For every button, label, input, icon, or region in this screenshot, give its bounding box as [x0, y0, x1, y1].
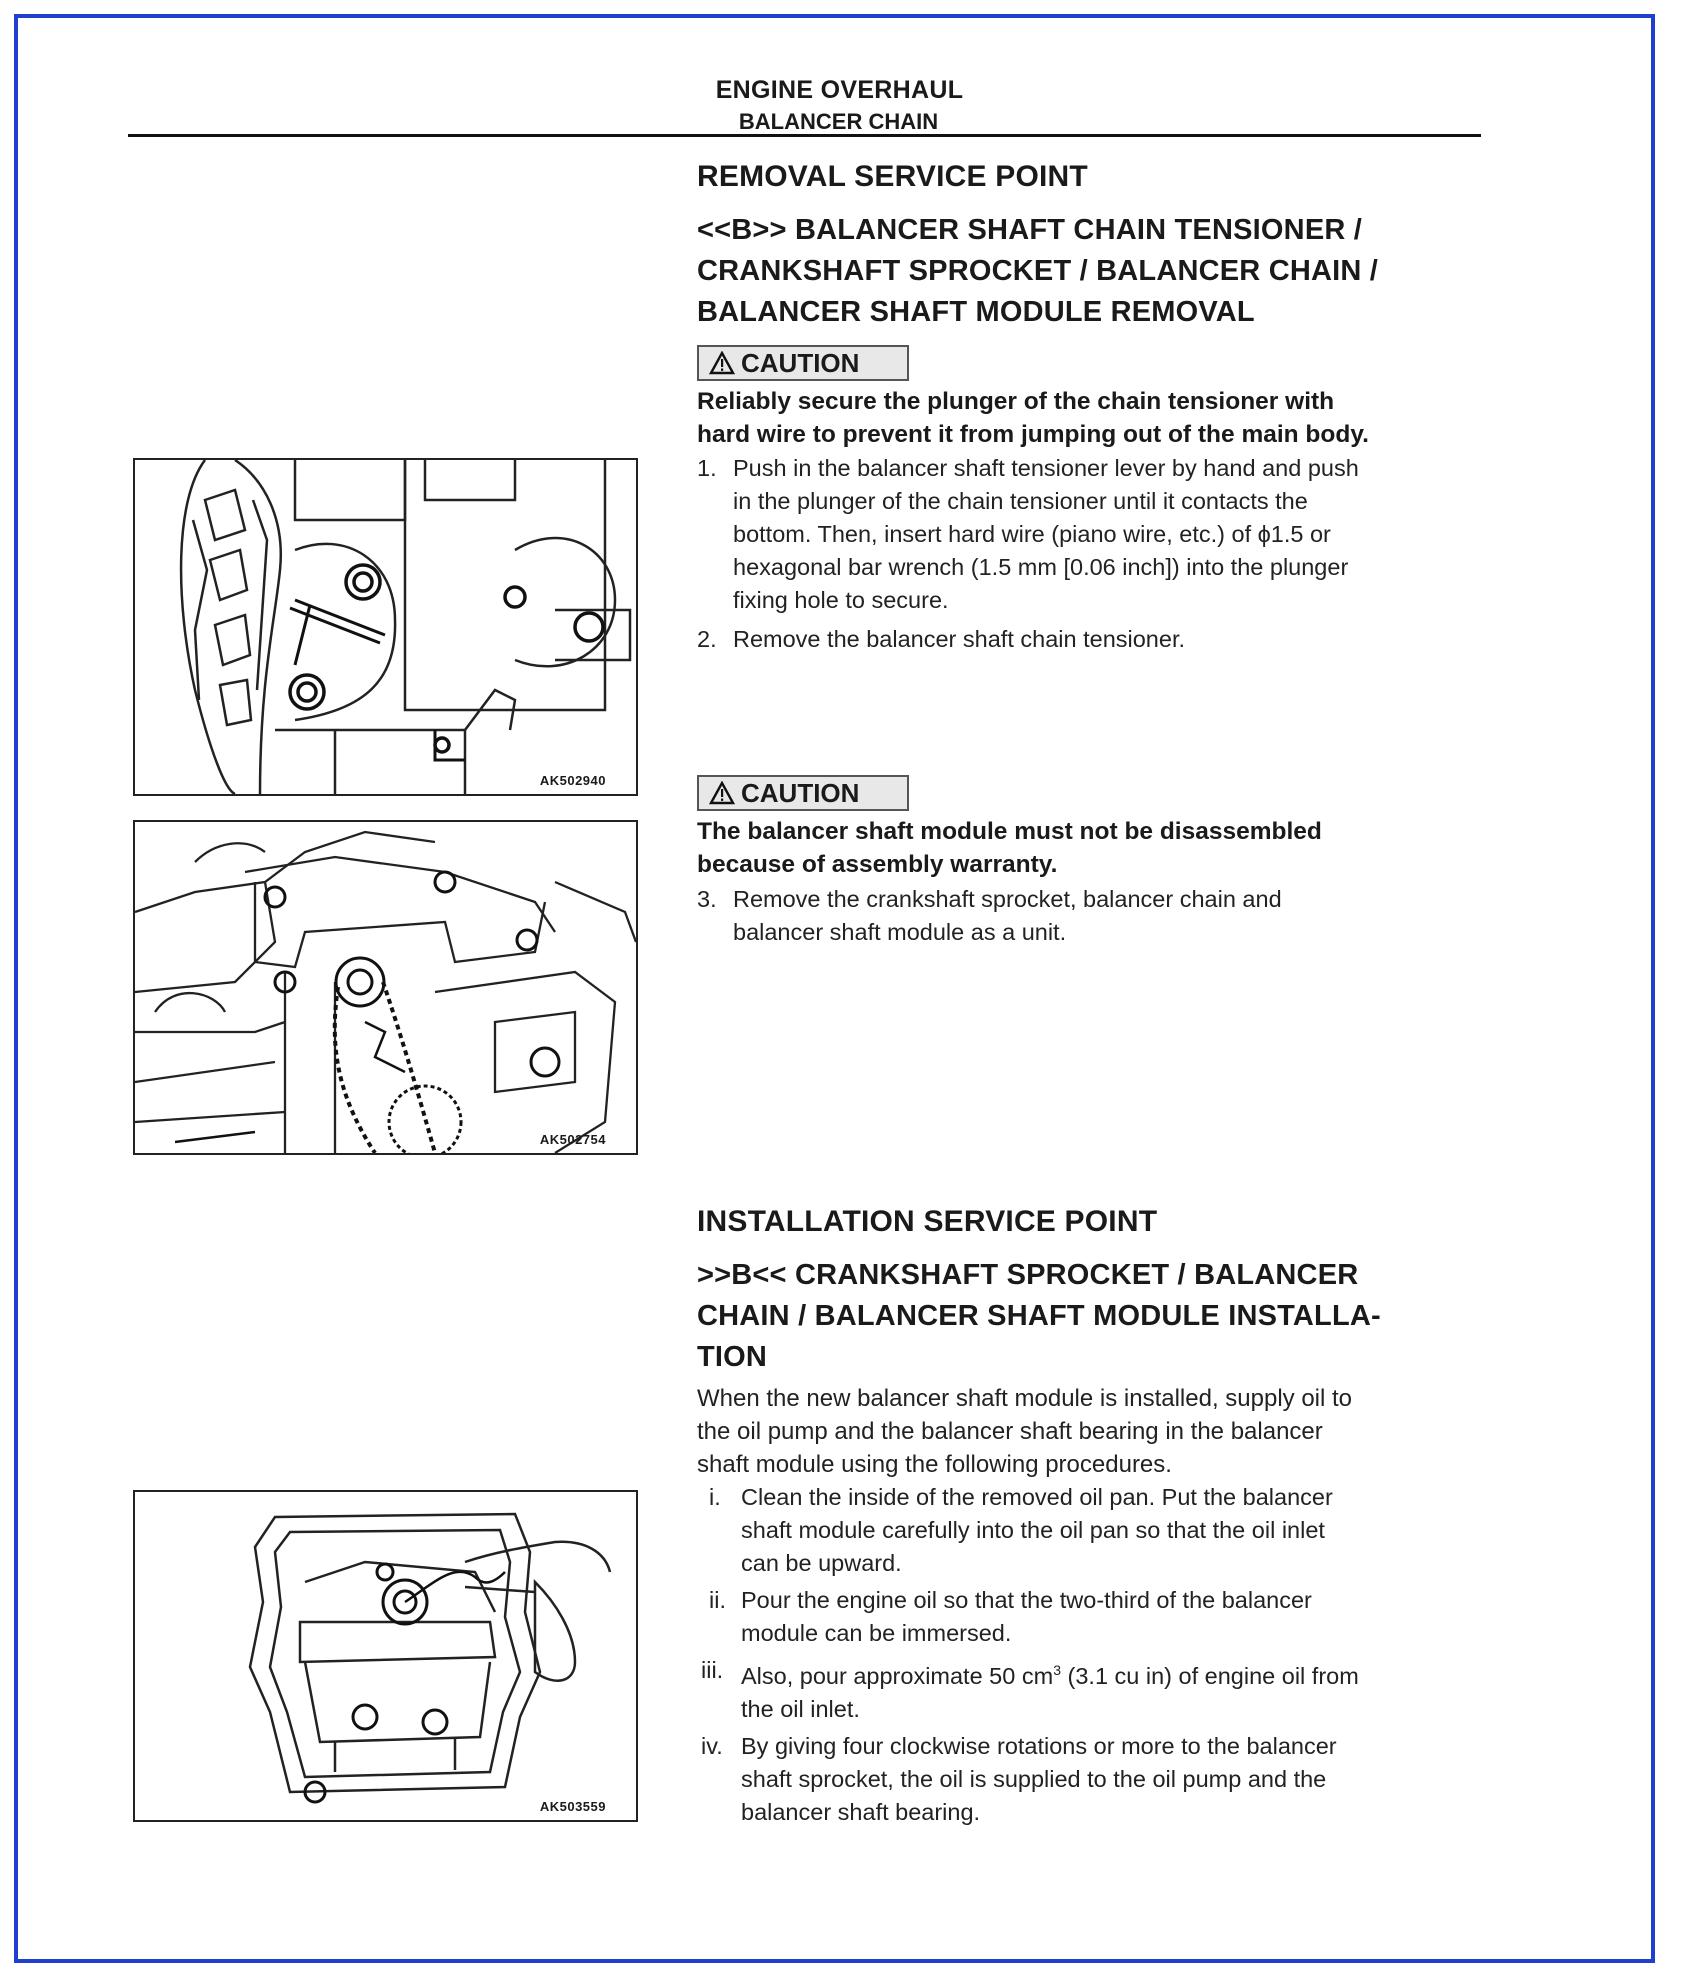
caution-line: Reliably secure the plunger of the chain tensioner with: [697, 388, 1335, 415]
balancer-module-illustration: [135, 822, 636, 1153]
installation-intro: [697, 1382, 1477, 1481]
installation-subtitle: [697, 1255, 1477, 1378]
step-line: shaft module carefully into the oil pan so that the oil inlet: [741, 1517, 1325, 1543]
figure-tensioner: [133, 458, 638, 796]
warning-triangle-icon: [709, 351, 735, 375]
installation-section: [697, 1205, 1477, 1833]
removal-subtitle-line: BALANCER SHAFT MODULE REMOVAL: [697, 296, 1255, 328]
step-line: in the plunger of the chain tensioner until it contacts the: [733, 488, 1308, 514]
step-number: 2.: [697, 626, 717, 652]
installation-subtitle-line: >>B<< CRANKSHAFT SPROCKET / BALANCER: [697, 1259, 1359, 1291]
step-number: iii.: [701, 1657, 724, 1683]
caution-line: The balancer shaft module must not be disassembled: [697, 818, 1322, 845]
removal-subtitle: [697, 210, 1477, 333]
install-step-ii: [697, 1584, 1477, 1650]
caution-text: [697, 385, 1477, 451]
step-line: By giving four clockwise rotations or more to the balancer: [741, 1732, 1337, 1759]
step-line: balancer shaft module as a unit.: [733, 919, 1067, 945]
step-line: balancer shaft bearing.: [741, 1798, 981, 1825]
caution-badge: [697, 775, 909, 811]
step-line: can be upward.: [741, 1550, 902, 1576]
figure-code: AK503559: [539, 1799, 606, 1814]
figure-oil-pan: [133, 1490, 638, 1822]
step-line: bottom. Then, insert hard wire (piano wire, etc.) of ϕ1.5 or: [733, 521, 1331, 547]
step-number: 1.: [697, 455, 717, 481]
page-header: [0, 76, 1681, 135]
step-3: [697, 883, 1477, 949]
step-line: fixing hole to secure.: [733, 587, 949, 613]
figure-code: AK502940: [539, 773, 606, 788]
install-step-i: [697, 1481, 1477, 1580]
removal-subtitle-line: CRANKSHAFT SPROCKET / BALANCER CHAIN /: [697, 255, 1379, 287]
intro-line: When the new balancer shaft module is installed, supply oil to: [697, 1385, 1353, 1412]
superscript: 3: [1053, 1662, 1061, 1678]
step-1: [697, 452, 1477, 617]
removal-section-title: REMOVAL SERVICE POINT: [697, 160, 1088, 193]
step-line: hexagonal bar wrench (1.5 mm [0.06 inch]) into the plunger: [733, 554, 1349, 580]
caution-line: hard wire to prevent it from jumping out of the main body.: [697, 421, 1369, 448]
warning-triangle-icon: [709, 781, 735, 805]
install-step-iii: [697, 1654, 1477, 1726]
install-step-iv: [697, 1730, 1477, 1829]
oil-pan-illustration: [135, 1492, 636, 1820]
caution-badge: [697, 345, 909, 381]
header-title: ENGINE OVERHAUL: [715, 76, 964, 104]
caution-2-block: [697, 775, 1477, 949]
step-line: Pour the engine oil so that the two-third of the balancer: [741, 1587, 1312, 1613]
step-number: ii.: [709, 1587, 726, 1613]
step-line: Remove the crankshaft sprocket, balancer chain and: [733, 886, 1282, 912]
step-line: the oil inlet.: [741, 1695, 860, 1722]
figure-code: AK502754: [539, 1132, 606, 1147]
step-line: (3.1 cu in) of engine oil from: [1060, 1662, 1359, 1689]
step-number: iv.: [701, 1732, 723, 1759]
removal-section: [697, 160, 1477, 656]
installation-step-list: [697, 1481, 1477, 1829]
tensioner-illustration: [135, 460, 636, 794]
installation-section-title: INSTALLATION SERVICE POINT: [697, 1205, 1158, 1238]
caution-label: CAUTION: [741, 348, 860, 378]
installation-subtitle-line: CHAIN / BALANCER SHAFT MODULE INSTALLA-: [697, 1300, 1381, 1332]
caution-line: because of assembly warranty.: [697, 851, 1058, 878]
figure-balancer-module: [133, 820, 638, 1155]
step-number: i.: [709, 1484, 721, 1510]
installation-subtitle-line: TION: [697, 1341, 768, 1373]
step-line: Clean the inside of the removed oil pan. Put the balancer: [741, 1484, 1333, 1510]
caution-label: CAUTION: [741, 778, 860, 808]
intro-line: the oil pump and the balancer shaft bearing in the balancer: [697, 1418, 1323, 1445]
step-list: [697, 452, 1477, 656]
header-rule: [128, 134, 1481, 137]
step-number: 3.: [697, 886, 717, 912]
step-line: module can be immersed.: [741, 1620, 1012, 1646]
step-line: Remove the balancer shaft chain tensioner.: [733, 626, 1185, 652]
header-subtitle: BALANCER CHAIN: [738, 109, 939, 134]
step-line: Push in the balancer shaft tensioner lever by hand and push: [733, 455, 1359, 481]
step-line: Also, pour approximate 50 cm: [741, 1662, 1054, 1689]
removal-subtitle-line: <<B>> BALANCER SHAFT CHAIN TENSIONER /: [697, 214, 1363, 246]
caution-text: [697, 815, 1477, 881]
step-line: shaft sprocket, the oil is supplied to the oil pump and the: [741, 1765, 1327, 1792]
intro-line: shaft module using the following procedures.: [697, 1451, 1172, 1478]
step-2: [697, 623, 1477, 656]
